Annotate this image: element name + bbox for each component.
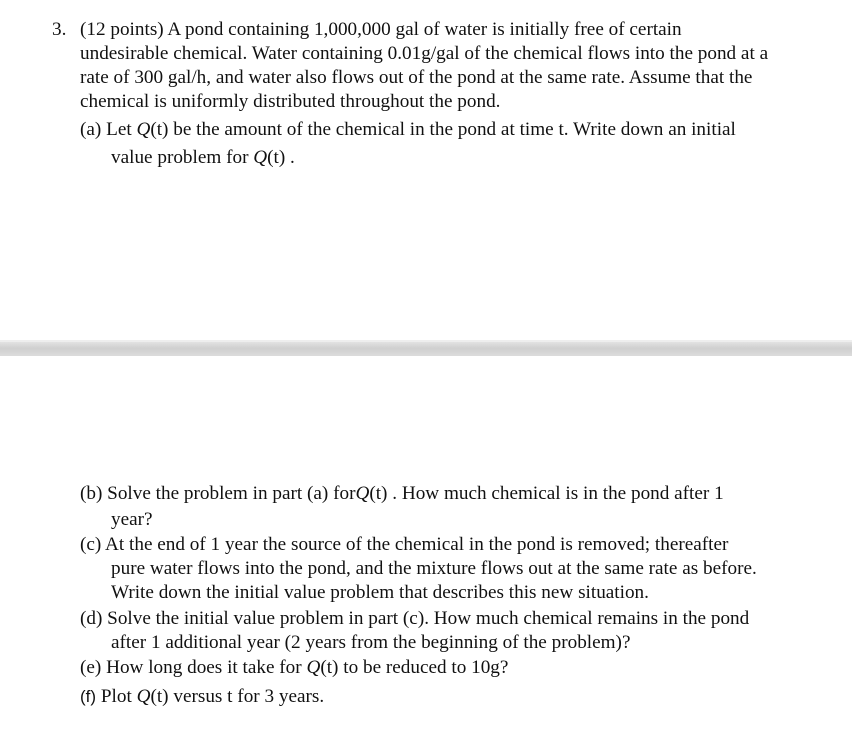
stem-text-1: (12 points) A pond containing 1,000,000 gal of water is initially free of certain: [80, 19, 682, 40]
part-c-line-2: pure water flows into the pond, and the mixture flows out at the same rate as before.: [111, 558, 757, 579]
question-number: 3.: [52, 19, 67, 40]
q-symbol: Q: [136, 119, 151, 140]
part-b-text-before: Solve the problem in part (a) for: [107, 483, 356, 504]
part-a-line2-after: .: [285, 147, 295, 168]
part-f-text-before: Plot: [100, 686, 137, 707]
part-c-line-3: Write down the initial value problem that describes this new situation.: [111, 582, 649, 603]
part-f-text-after: versus t for 3 years.: [168, 686, 325, 707]
question-stem-line-3: rate of 300 gal/h, and water also flows out of the pond at the same rate. Assume that the: [80, 67, 753, 88]
q-symbol: Q: [306, 657, 321, 678]
part-f-label: (f): [80, 687, 97, 706]
part-b-label: (b): [80, 483, 103, 504]
t-argument: (t): [267, 147, 286, 168]
part-f-line: [80, 685, 324, 709]
part-d-text-1: Solve the initial value problem in part (c). How much chemical remains in the pond: [107, 608, 750, 629]
question-stem-line-4: chemical is uniformly distributed throughout the pond.: [80, 91, 501, 112]
q-symbol: Q: [253, 147, 268, 168]
part-c-label: (c): [80, 534, 102, 555]
part-e-label: (e): [80, 657, 102, 678]
part-a-line2-before: value problem for: [111, 147, 254, 168]
t-argument: (t): [150, 119, 169, 140]
part-a-line-2: [111, 146, 295, 170]
part-b-text-after: . How much chemical is in the pond after 1: [387, 483, 724, 504]
question-stem-line-2: undesirable chemical. Water containing 0.01g/gal of the chemical flows into the pond at a: [80, 43, 769, 64]
part-c-line-1: [80, 533, 728, 557]
part-a-line-1: [80, 118, 736, 142]
part-e-text-after: to be reduced to 10g?: [338, 657, 509, 678]
part-b-line-1: [80, 482, 724, 506]
question-stem-line-1: [52, 18, 682, 42]
part-d-line-1: [80, 607, 749, 631]
part-b-line-2: year?: [111, 509, 153, 530]
part-c-text-1: At the end of 1 year the source of the chemical in the pond is removed; thereafter: [105, 534, 729, 555]
q-symbol: Q: [355, 483, 370, 504]
part-a-text-before: Let: [106, 119, 137, 140]
part-e-text-before: How long does it take for: [106, 657, 307, 678]
part-a-label: (a): [80, 119, 102, 140]
part-d-label: (d): [80, 608, 103, 629]
page-divider: [0, 342, 852, 356]
part-e-line: [80, 656, 508, 680]
part-a-text-after: be the amount of the chemical in the pond at time t. Write down an initial: [168, 119, 736, 140]
part-d-line-2: after 1 additional year (2 years from the beginning of the problem)?: [111, 632, 631, 653]
t-argument: (t): [369, 483, 388, 504]
q-symbol: Q: [136, 686, 151, 707]
t-argument: (t): [150, 686, 169, 707]
t-argument: (t): [320, 657, 339, 678]
